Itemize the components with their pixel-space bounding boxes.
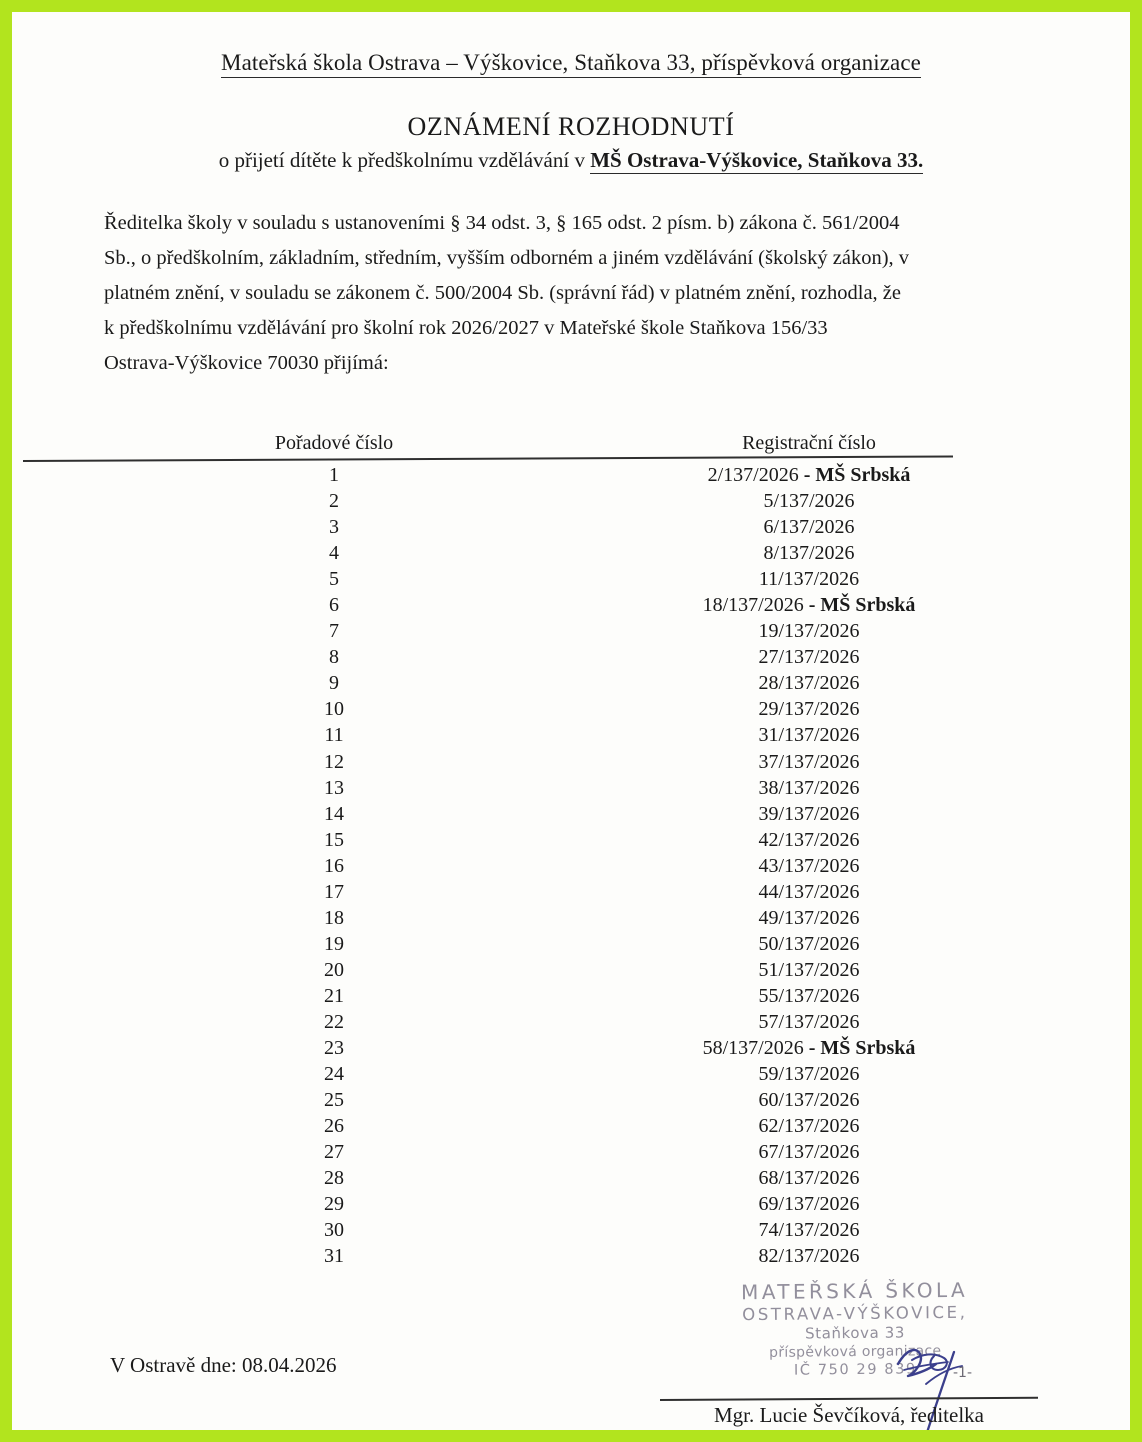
- cell-order-number: 29: [324, 1193, 344, 1216]
- cell-registration-number: [564, 516, 1054, 539]
- cell-order-number: 4: [329, 542, 339, 565]
- stamp-line-street: Staňkova 33: [804, 1323, 906, 1343]
- stamp-line-organization: příspěvková organizace: [769, 1343, 942, 1361]
- registration-number-text: 6/137/2026: [763, 516, 855, 539]
- place-and-date: V Ostravě dne: 08.04.2026: [110, 1353, 337, 1377]
- stamp-line-ico: IČ 750 29 839: [793, 1361, 917, 1379]
- cell-registration-number: [564, 1063, 1054, 1086]
- registration-number-text: 27/137/2026: [758, 646, 860, 669]
- registration-number-text: 67/137/2026: [758, 1141, 860, 1164]
- cell-order-number: 15: [324, 828, 344, 851]
- registration-number-text: 44/137/2026: [758, 880, 860, 903]
- cell-order-number: 14: [324, 802, 344, 825]
- column-header-registration-number: Registrační číslo: [742, 432, 876, 454]
- cell-registration-number: [564, 1115, 1054, 1138]
- cell-order-number: 21: [324, 984, 344, 1007]
- table-row: [104, 516, 1054, 542]
- registration-number-text: 50/137/2026: [758, 932, 860, 955]
- school-name-heading: [12, 50, 1130, 76]
- table-row: [104, 1219, 1054, 1245]
- registration-number-text: 8/137/2026: [763, 542, 855, 565]
- subtitle-prefix-text: o přijetí dítěte k předškolnímu vzdělávání v: [218, 148, 591, 172]
- cell-registration-number: [564, 881, 1054, 904]
- document-subtitle: [12, 148, 1130, 173]
- body-line: Ostrava-Výškovice 70030 přijímá:: [104, 352, 389, 374]
- registration-number-text: 58/137/2026: [702, 1037, 804, 1060]
- admissions-table-body: [104, 464, 1054, 1271]
- table-row: [104, 1037, 1054, 1063]
- registration-number-text: 68/137/2026: [758, 1167, 860, 1190]
- cell-registration-number: [564, 751, 1054, 774]
- registration-number-text: 74/137/2026: [758, 1219, 860, 1242]
- cell-order-number: 27: [324, 1141, 344, 1164]
- table-row: [104, 464, 1054, 490]
- cell-registration-number: [564, 490, 1054, 513]
- cell-registration-number: [564, 855, 1054, 878]
- table-row: [104, 855, 1054, 881]
- registration-number-text: 5/137/2026: [763, 490, 855, 513]
- cell-order-number: 28: [324, 1167, 344, 1190]
- cell-order-number: 9: [329, 672, 339, 695]
- cell-order-number: 7: [329, 620, 339, 643]
- table-row: [104, 672, 1054, 698]
- cell-registration-number: [564, 568, 1054, 591]
- table-row: [104, 959, 1054, 985]
- table-row: [104, 1011, 1054, 1037]
- cell-registration-number: [564, 464, 1054, 487]
- registration-number-text: 55/137/2026: [758, 984, 860, 1007]
- table-row: [104, 542, 1054, 568]
- subtitle-emphasis-text: MŠ Ostrava-Výškovice, Staňkova 33.: [590, 148, 924, 172]
- registration-number-text: 69/137/2026: [758, 1193, 860, 1216]
- registration-number-text: 18/137/2026: [702, 594, 804, 617]
- cell-order-number: 20: [324, 958, 344, 981]
- table-row: [104, 907, 1054, 933]
- body-line: platném znění, v souladu se zákonem č. 500/2004 Sb. (správní řád) v platném znění, rozhodla, že: [104, 282, 901, 304]
- cell-registration-number: [564, 1011, 1054, 1034]
- page-number: -1-: [953, 1365, 973, 1381]
- table-header-row: [104, 432, 1054, 458]
- cell-order-number: 5: [329, 568, 339, 591]
- table-row: [104, 985, 1054, 1011]
- cell-order-number: 17: [324, 880, 344, 903]
- table-row: [104, 1141, 1054, 1167]
- body-line: Sb., o předškolním, základním, středním, vyšším odborném a jiném vzdělávání (školský zákon), v: [104, 247, 910, 269]
- table-row: [104, 568, 1054, 594]
- registration-number-text: 59/137/2026: [758, 1063, 860, 1086]
- body-line: Ředitelka školy v souladu s ustanoveními § 34 odst. 3, § 165 odst. 2 písm. b) zákona č. 561/2004: [104, 212, 900, 234]
- cell-registration-number: [564, 698, 1054, 721]
- cell-order-number: 13: [324, 776, 344, 799]
- registration-number-text: 82/137/2026: [758, 1245, 860, 1268]
- table-row: [104, 620, 1054, 646]
- registration-number-text: 42/137/2026: [758, 828, 860, 851]
- cell-registration-number: [564, 1089, 1054, 1112]
- cell-order-number: 3: [329, 516, 339, 539]
- cell-order-number: 24: [324, 1063, 344, 1086]
- cell-registration-number: [564, 646, 1054, 669]
- cell-order-number: 10: [324, 698, 344, 721]
- cell-order-number: 25: [324, 1089, 344, 1112]
- column-header-order-number: Pořadové číslo: [274, 432, 394, 454]
- registration-number-text: 57/137/2026: [758, 1010, 860, 1033]
- cell-registration-number: [564, 1037, 1054, 1060]
- table-row: [104, 751, 1054, 777]
- admissions-table-header: [104, 432, 1054, 458]
- cell-order-number: 16: [324, 854, 344, 877]
- cell-order-number: 23: [324, 1037, 344, 1060]
- table-row: [104, 698, 1054, 724]
- registration-note-text: - MŠ Srbská: [798, 464, 911, 486]
- registration-number-text: 49/137/2026: [758, 906, 860, 929]
- registration-number-text: 38/137/2026: [758, 776, 860, 799]
- cell-registration-number: [564, 829, 1054, 852]
- table-row: [104, 490, 1054, 516]
- table-row: [104, 1063, 1054, 1089]
- table-row: [104, 1193, 1054, 1219]
- cell-registration-number: [564, 542, 1054, 565]
- body-line: k předškolnímu vzdělávání pro školní rok 2026/2027 v Mateřské škole Staňkova 156/33: [104, 317, 828, 339]
- cell-order-number: 6: [329, 594, 339, 617]
- cell-registration-number: [564, 672, 1054, 695]
- cell-order-number: 2: [329, 490, 339, 513]
- table-row: [104, 803, 1054, 829]
- registration-number-text: 29/137/2026: [758, 698, 860, 721]
- registration-number-text: 19/137/2026: [758, 620, 860, 643]
- cell-registration-number: [564, 620, 1054, 643]
- cell-order-number: 12: [324, 750, 344, 773]
- cell-registration-number: [564, 724, 1054, 747]
- registration-number-text: 11/137/2026: [758, 568, 860, 591]
- registration-note-text: - MŠ Srbská: [803, 1037, 916, 1060]
- registration-number-text: 39/137/2026: [758, 802, 860, 825]
- cell-registration-number: [564, 1167, 1054, 1190]
- stamp-line-location: OSTRAVA-VÝŠKOVICE,: [742, 1302, 968, 1325]
- registration-number-text: 51/137/2026: [758, 958, 860, 981]
- cell-registration-number: [564, 959, 1054, 982]
- cell-order-number: 26: [324, 1115, 344, 1138]
- cell-registration-number: [564, 985, 1054, 1008]
- school-name-text: Mateřská škola Ostrava – Výškovice, Staňkova 33, příspěvková organizace: [221, 50, 921, 78]
- cell-registration-number: [564, 1219, 1054, 1242]
- table-row: [104, 1167, 1054, 1193]
- registration-number-text: 60/137/2026: [758, 1089, 860, 1112]
- cell-order-number: 19: [324, 932, 344, 955]
- cell-order-number: 31: [324, 1245, 344, 1268]
- table-row: [104, 724, 1054, 750]
- cell-registration-number: [564, 777, 1054, 800]
- body-paragraph: [104, 206, 1064, 381]
- table-row: [104, 829, 1054, 855]
- cell-registration-number: [564, 1245, 1054, 1268]
- registration-number-text: 31/137/2026: [758, 724, 860, 747]
- cell-order-number: 8: [329, 646, 339, 669]
- cell-order-number: 30: [324, 1219, 344, 1242]
- registration-number-text: 62/137/2026: [758, 1115, 860, 1138]
- table-row: [104, 1245, 1054, 1271]
- table-row: [104, 1089, 1054, 1115]
- registration-number-text: 43/137/2026: [758, 854, 860, 877]
- signer-name: Mgr. Lucie Ševčíková, ředitelka: [714, 1403, 984, 1427]
- cell-order-number: 11: [324, 724, 344, 747]
- cell-registration-number: [564, 1193, 1054, 1216]
- registration-number-text: 37/137/2026: [758, 750, 860, 773]
- cell-order-number: 18: [324, 906, 344, 929]
- cell-registration-number: [564, 907, 1054, 930]
- cell-registration-number: [564, 594, 1054, 617]
- table-row: [104, 646, 1054, 672]
- registration-number-text: 28/137/2026: [758, 672, 860, 695]
- registration-number-text: 2/137/2026: [707, 464, 799, 486]
- stamp-line-school: MATEŘSKÁ ŠKOLA: [740, 1277, 969, 1305]
- cell-order-number: 1: [329, 464, 339, 486]
- registration-note-text: - MŠ Srbská: [803, 594, 916, 617]
- cell-order-number: 22: [324, 1010, 344, 1033]
- table-row: [104, 1115, 1054, 1141]
- table-row: [104, 594, 1054, 620]
- document-title: OZNÁMENÍ ROZHODNUTÍ: [407, 112, 735, 141]
- table-row: [104, 777, 1054, 803]
- cell-registration-number: [564, 1141, 1054, 1164]
- table-row: [104, 933, 1054, 959]
- cell-registration-number: [564, 803, 1054, 826]
- cell-registration-number: [564, 933, 1054, 956]
- table-row: [104, 881, 1054, 907]
